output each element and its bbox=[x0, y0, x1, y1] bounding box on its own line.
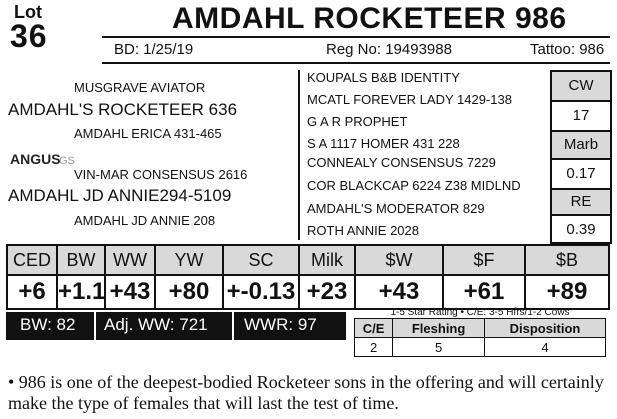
pedigree-right-8: ROTH ANNIE 2028 bbox=[307, 223, 419, 238]
carcass-box bbox=[550, 70, 612, 244]
marb-value: 0.17 bbox=[552, 158, 610, 188]
description: • 986 is one of the deepest-bodied Rocketeer sons in the offering and will certainly make the type of females that will last the test of time. bbox=[8, 372, 604, 413]
pedigree-right-7: AMDAHL'S MODERATOR 829 bbox=[307, 201, 485, 216]
lot-label: Lot bbox=[14, 2, 42, 22]
sire-dam: AMDAHL ERICA 431-465 bbox=[74, 126, 222, 141]
pedigree-right-3: G A R PROPHET bbox=[307, 114, 408, 129]
weaning-weight-ratio: WWR: 97 bbox=[244, 315, 317, 334]
epd-header-sc: SC bbox=[224, 246, 300, 276]
svg-text:GS: GS bbox=[59, 155, 75, 167]
registration-number: Reg No: 19493988 bbox=[326, 41, 452, 58]
epd-table bbox=[6, 244, 610, 310]
ratings-value-fleshing: 5 bbox=[393, 338, 485, 357]
ratings-header-fleshing: Fleshing bbox=[393, 319, 485, 338]
epd-value-f: +61 bbox=[444, 276, 526, 308]
tattoo: Tattoo: 986 bbox=[530, 41, 605, 58]
epd-value-ww: +43 bbox=[106, 276, 156, 308]
epd-header-yw: YW bbox=[156, 246, 224, 276]
epd-value-sc: +-0.13 bbox=[224, 276, 300, 308]
pedigree-divider bbox=[298, 70, 300, 240]
adjusted-weaning-weight: Adj. WW: 721 bbox=[104, 315, 208, 334]
dam: AMDAHL JD ANNIE294-5109 bbox=[8, 186, 232, 205]
epd-header-f: $F bbox=[444, 246, 526, 276]
bar-divider bbox=[232, 312, 234, 340]
pedigree-right-2: MCATL FOREVER LADY 1429-138 bbox=[307, 92, 512, 107]
re-value: 0.39 bbox=[552, 214, 610, 244]
bar-divider bbox=[94, 312, 96, 340]
epd-header-milk: Milk bbox=[300, 246, 356, 276]
epd-header-ww: WW bbox=[106, 246, 156, 276]
epd-header-bw: BW bbox=[58, 246, 106, 276]
epd-value-milk: +23 bbox=[300, 276, 356, 308]
pedigree-right-6: COR BLACKCAP 6224 Z38 MIDLND bbox=[307, 178, 521, 193]
epd-value-b: +89 bbox=[546, 278, 588, 305]
bull-name-title: AMDAHL ROCKETEER 986 bbox=[172, 2, 567, 35]
pedigree-right-1: KOUPALS B&B IDENTITY bbox=[307, 70, 460, 85]
pedigree-right-4: S A 1117 HOMER 431 228 bbox=[307, 136, 460, 151]
birth-weight: BW: 82 bbox=[20, 315, 76, 334]
angus-logo bbox=[10, 150, 80, 170]
lot-number: 36 bbox=[10, 18, 48, 54]
ratings-header-ce: C/E bbox=[355, 319, 393, 338]
epd-header-ced: CED bbox=[8, 246, 58, 276]
ratings-value-disposition: 4 bbox=[484, 338, 605, 357]
re-label: RE bbox=[552, 188, 610, 214]
dam-sire: VIN-MAR CONSENSUS 2616 bbox=[74, 167, 248, 182]
dam-dam: AMDAHL JD ANNIE 208 bbox=[74, 213, 216, 228]
pedigree-right-5: CONNEALY CONSENSUS 7229 bbox=[307, 155, 496, 170]
ratings-value-ce: 2 bbox=[355, 338, 393, 357]
sire-sire: MUSGRAVE AVIATOR bbox=[74, 80, 206, 95]
epd-value-yw: +80 bbox=[156, 276, 224, 308]
ratings-table bbox=[354, 307, 606, 357]
birth-date: BD: 1/25/19 bbox=[114, 41, 194, 58]
marb-label: Marb bbox=[552, 130, 610, 158]
epd-value-bw: +1.1 bbox=[58, 276, 106, 308]
cw-value: 17 bbox=[552, 100, 610, 130]
weights-bar bbox=[6, 312, 346, 340]
info-line bbox=[102, 36, 610, 64]
epd-value-w: +43 bbox=[356, 276, 444, 308]
rating-note: 1-5 Star Rating • C/E: 3-5 Hfrs/1-2 Cows bbox=[390, 307, 570, 318]
cw-label: CW bbox=[552, 72, 610, 100]
epd-header-b: $B bbox=[526, 246, 608, 276]
ratings-header-disposition: Disposition bbox=[484, 319, 605, 338]
epd-value-ced: +6 bbox=[8, 276, 58, 308]
epd-header-w: $W bbox=[356, 246, 444, 276]
sire: AMDAHL'S ROCKETEER 636 bbox=[8, 100, 238, 119]
svg-text:ANGUS: ANGUS bbox=[10, 151, 61, 167]
